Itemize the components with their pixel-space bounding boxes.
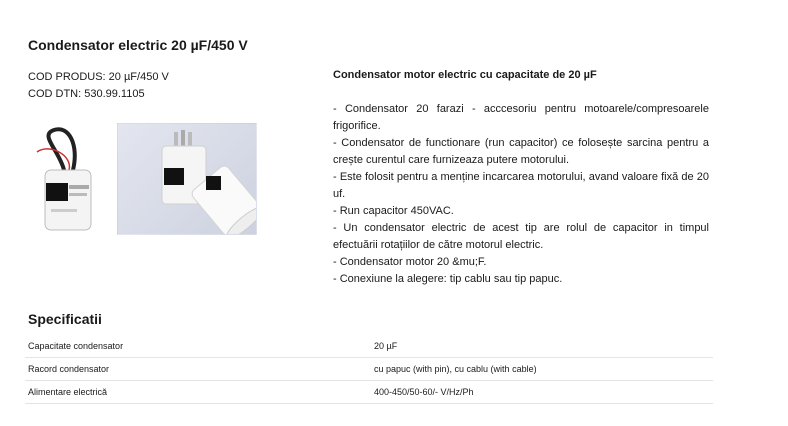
capacitor-cable-image xyxy=(29,125,104,235)
spec-value: 20 µF xyxy=(371,335,713,358)
table-row xyxy=(25,358,713,381)
specs-table xyxy=(25,335,713,404)
description-line: - Condensator 20 farazi - acccesoriu pentru motoarele/compresoarele frigorifice. xyxy=(333,103,709,132)
table-row xyxy=(25,381,713,404)
description-line: - Condensator de functionare (run capacitor) ce folosește sarcina pentru a crește curentul care furnizeaza putere motorului. xyxy=(333,137,709,166)
description-line: - Un condensator electric de acest tip are rolul de capacitor in timpul efectuării rotațiilor de către motorul electric. xyxy=(333,222,709,251)
description-line: - Run capacitor 450VAC. xyxy=(333,205,454,217)
specs-title: Specificatii xyxy=(28,311,102,327)
spec-label: Capacitate condensator xyxy=(25,335,371,358)
table-row xyxy=(25,335,713,358)
description-line: - Este folosit pentru a menține incarcarea motorului, avand valoare fixă de 20 uf. xyxy=(333,171,709,200)
product-code: COD PRODUS: 20 µF/450 V xyxy=(28,71,169,83)
description-line: - Condensator motor 20 &mu;F. xyxy=(333,256,487,268)
spec-value: cu papuc (with pin), cu cablu (with cable) xyxy=(371,358,713,381)
description-line: - Conexiune la alegere: tip cablu sau tip papuc. xyxy=(333,273,563,285)
spec-value: 400-450/50-60/- V/Hz/Ph xyxy=(371,381,713,404)
product-title: Condensator electric 20 µF/450 V xyxy=(28,37,248,53)
spec-label: Alimentare electrică xyxy=(25,381,371,404)
product-codes xyxy=(28,69,169,103)
product-description xyxy=(333,67,709,288)
spec-label: Racord condensator xyxy=(25,358,371,381)
capacitor-pin-image xyxy=(118,124,256,234)
product-image-thumbnail-cable[interactable] xyxy=(28,124,105,236)
description-heading: Condensator motor electric cu capacitate de 20 µF xyxy=(333,69,597,81)
product-image-thumbnail-pin[interactable] xyxy=(117,123,257,235)
dtn-code: COD DTN: 530.99.1105 xyxy=(28,88,145,100)
